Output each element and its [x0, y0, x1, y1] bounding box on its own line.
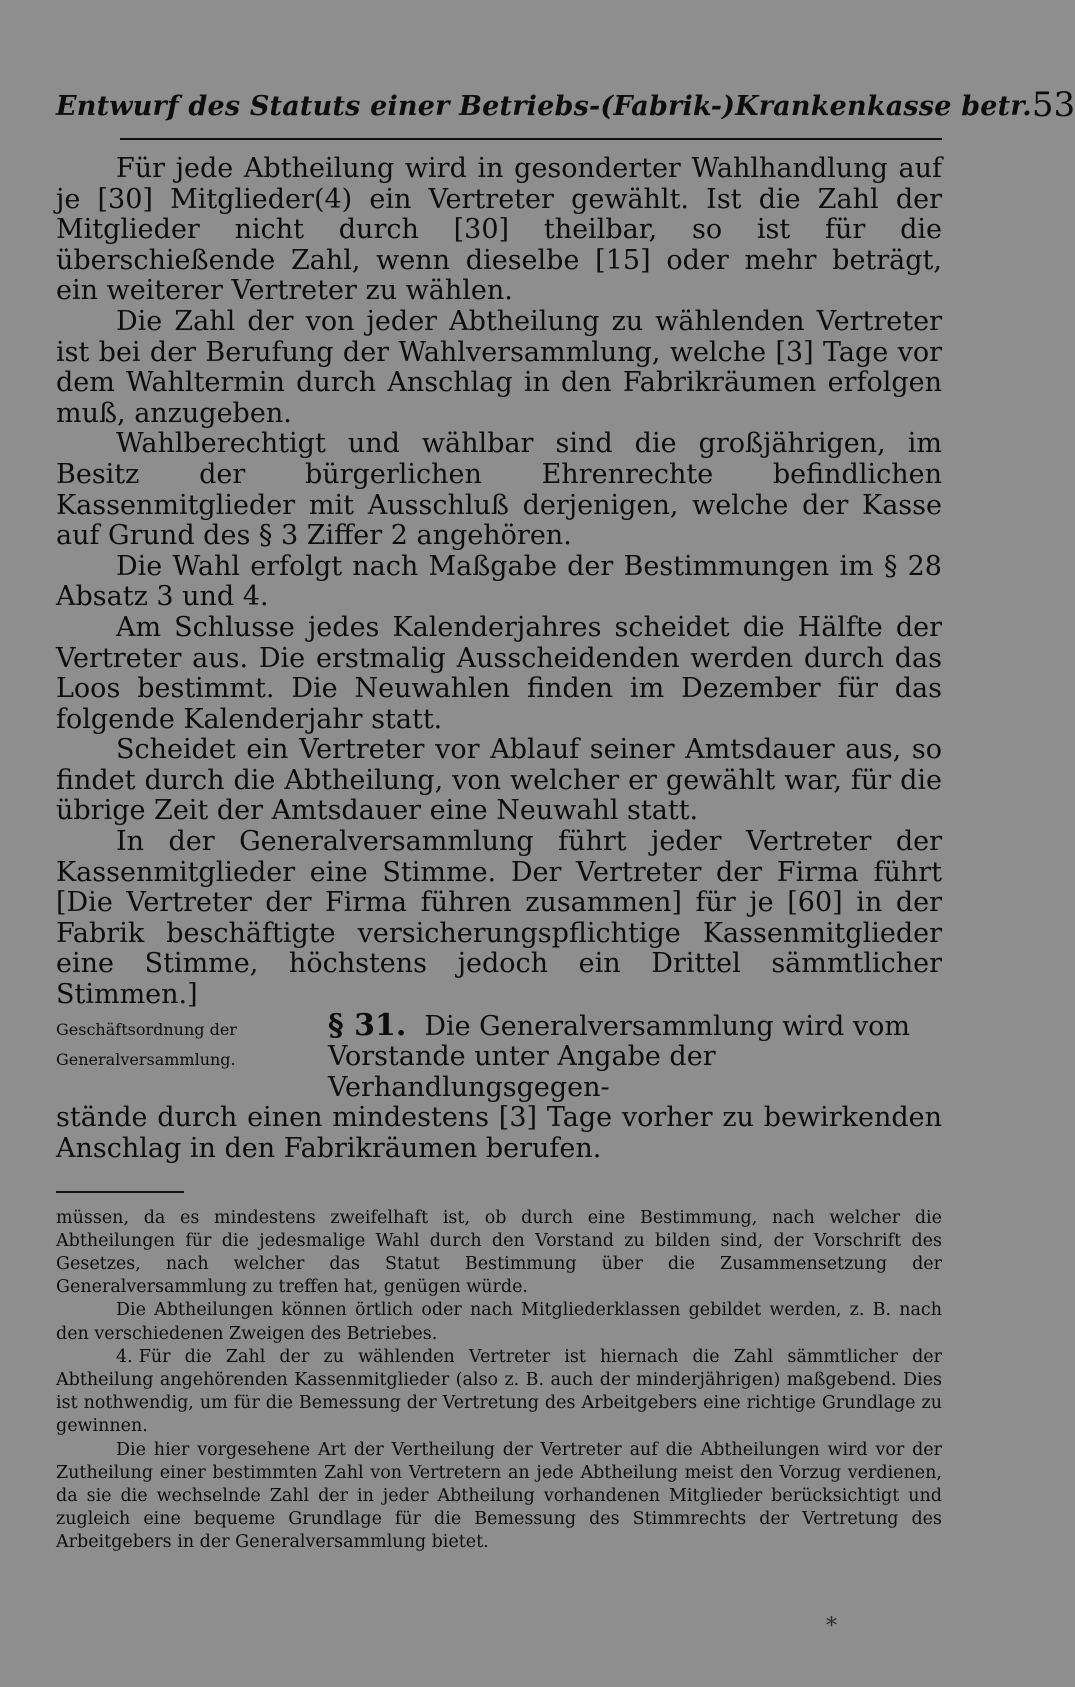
- footnote: [56, 1439, 942, 1555]
- section-second-row: [56, 1042, 942, 1103]
- footnote: [56, 1299, 942, 1345]
- footnote-text: Für die Zahl der zu wählenden Vertreter ist hiernach die Zahl sämmtlicher der Abtheilung angehörenden Kassenmitglieder (also z. B. auch der minderjährigen) maßgebend. Dies ist nothwendig, um für die Bemessung der Vertretung des Arbeitgebers eine richtige Grundlage zu gewinnen.: [56, 1346, 942, 1437]
- running-title: Entwurf des Statuts einer Betriebs-(Fabrik-)Krankenkasse betr.: [56, 91, 1032, 122]
- footnote-text: Die hier vorgesehene Art der Vertheilung der Vertreter auf die Abtheilungen wird vor der Zutheilung einer bestimmten Zahl von Vertretern an jede Abtheilung meist den Vorzug verdienen, da sie die wechselnde Zahl der in jeder Abtheilung vorhandenen Mitglieder berücksichtigt und zugleich eine bequeme Grundlage für die Bemessung des Stimmrechts der Vertretung des Arbeitgebers in der Generalversammlung bietet.: [56, 1439, 942, 1553]
- section-31: [56, 1007, 942, 1165]
- margin-note: Generalversammlung.: [56, 1050, 236, 1070]
- section-second-line: Vorstande unter Angabe der Verhandlungsgegen-: [328, 1041, 716, 1103]
- header-rule: [120, 138, 942, 140]
- footnote: [56, 1346, 942, 1439]
- section-first-line: [328, 1007, 942, 1043]
- paragraph: In der Generalversammlung führt jeder Vertreter der Kassenmitglieder eine Stimme. Der Vertreter der Firma führt [Die Vertreter der Firma führen zusammen] für je [60] in der Fabrik beschäftigte versicherungspflichtige Kassenmitglieder eine Stimme, höchstens jedoch ein Drittel sämmtlicher Stimmen.]: [56, 826, 942, 1011]
- paragraph: Für jede Abtheilung wird in gesonderter Wahlhandlung auf je [30] Mitglieder(4) ein Vertreter gewählt. Ist die Zahl der Mitglieder nicht durch [30] theilbar, so ist für die überschießende Zahl, wenn dieselbe [15] oder mehr beträgt, ein weiterer Vertreter zu wählen.: [56, 153, 942, 307]
- paragraph: Die Zahl der von jeder Abtheilung zu wählenden Vertreter ist bei der Berufung der Wahlversammlung, welche [3] Tage vor dem Wahltermin durch Anschlag in den Fabrikräumen erfolgen muß, anzugeben.: [56, 305, 942, 429]
- section-heading-row: [56, 1007, 942, 1043]
- footnotes: [56, 1207, 942, 1555]
- paragraph: Wahlberechtigt und wählbar sind die großjährigen, im Besitz der bürgerlichen Ehrenrechte befindlichen Kassenmitglieder mit Ausschluß derjenigen, welche der Kasse auf Grund des § 3 Ziffer 2 angehören.: [56, 428, 942, 552]
- paragraph: Scheidet ein Vertreter vor Ablauf seiner Amtsdauer aus, so findet durch die Abtheilung, von welcher er gewählt war, für die übrige Zeit der Amtsdauer eine Neuwahl statt.: [56, 734, 942, 827]
- margin-note: Geschäftsordnung der: [56, 1019, 237, 1039]
- section-body: stände durch einen mindestens [3] Tage vorher zu bewirkenden Anschlag in den Fabrikräumen berufen.: [56, 1102, 942, 1164]
- footnote-text: Die Abtheilungen können örtlich oder nach Mitgliederklassen gebildet werden, z. B. nach den verschiedenen Zweigen des Betriebes.: [56, 1300, 942, 1344]
- stray-mark: *: [826, 1614, 837, 1639]
- footnote-number: 4.: [116, 1346, 133, 1367]
- page-header: [56, 70, 1075, 125]
- paragraph: Die Wahl erfolgt nach Maßgabe der Bestimmungen im § 28 Absatz 3 und 4.: [56, 550, 942, 613]
- body-text: [56, 154, 942, 1165]
- paragraph: Am Schlusse jedes Kalenderjahres scheidet die Hälfte der Vertreter aus. Die erstmalig Ausscheidenden werden durch das Loos bestimmt. Die Neuwahlen finden im Dezember für das folgende Kalenderjahr statt.: [56, 611, 942, 735]
- footnote-text: müssen, da es mindestens zweifelhaft ist, ob durch eine Bestimmung, nach welcher die Abtheilungen für die jedesmalige Wahl durch den Vorstand zu bilden sind, der Vorschrift des Gesetzes, nach welcher das Statut Bestimmung über die Zusammensetzung der Generalversammlung zu treffen hat, genügen würde.: [56, 1207, 942, 1298]
- page-number: 53: [1031, 85, 1075, 125]
- footnote-rule: [56, 1191, 184, 1193]
- section-first-text: Die Generalversammlung wird vom: [424, 1010, 910, 1042]
- footnote: [56, 1207, 942, 1300]
- section-sign: § 31.: [328, 1007, 407, 1043]
